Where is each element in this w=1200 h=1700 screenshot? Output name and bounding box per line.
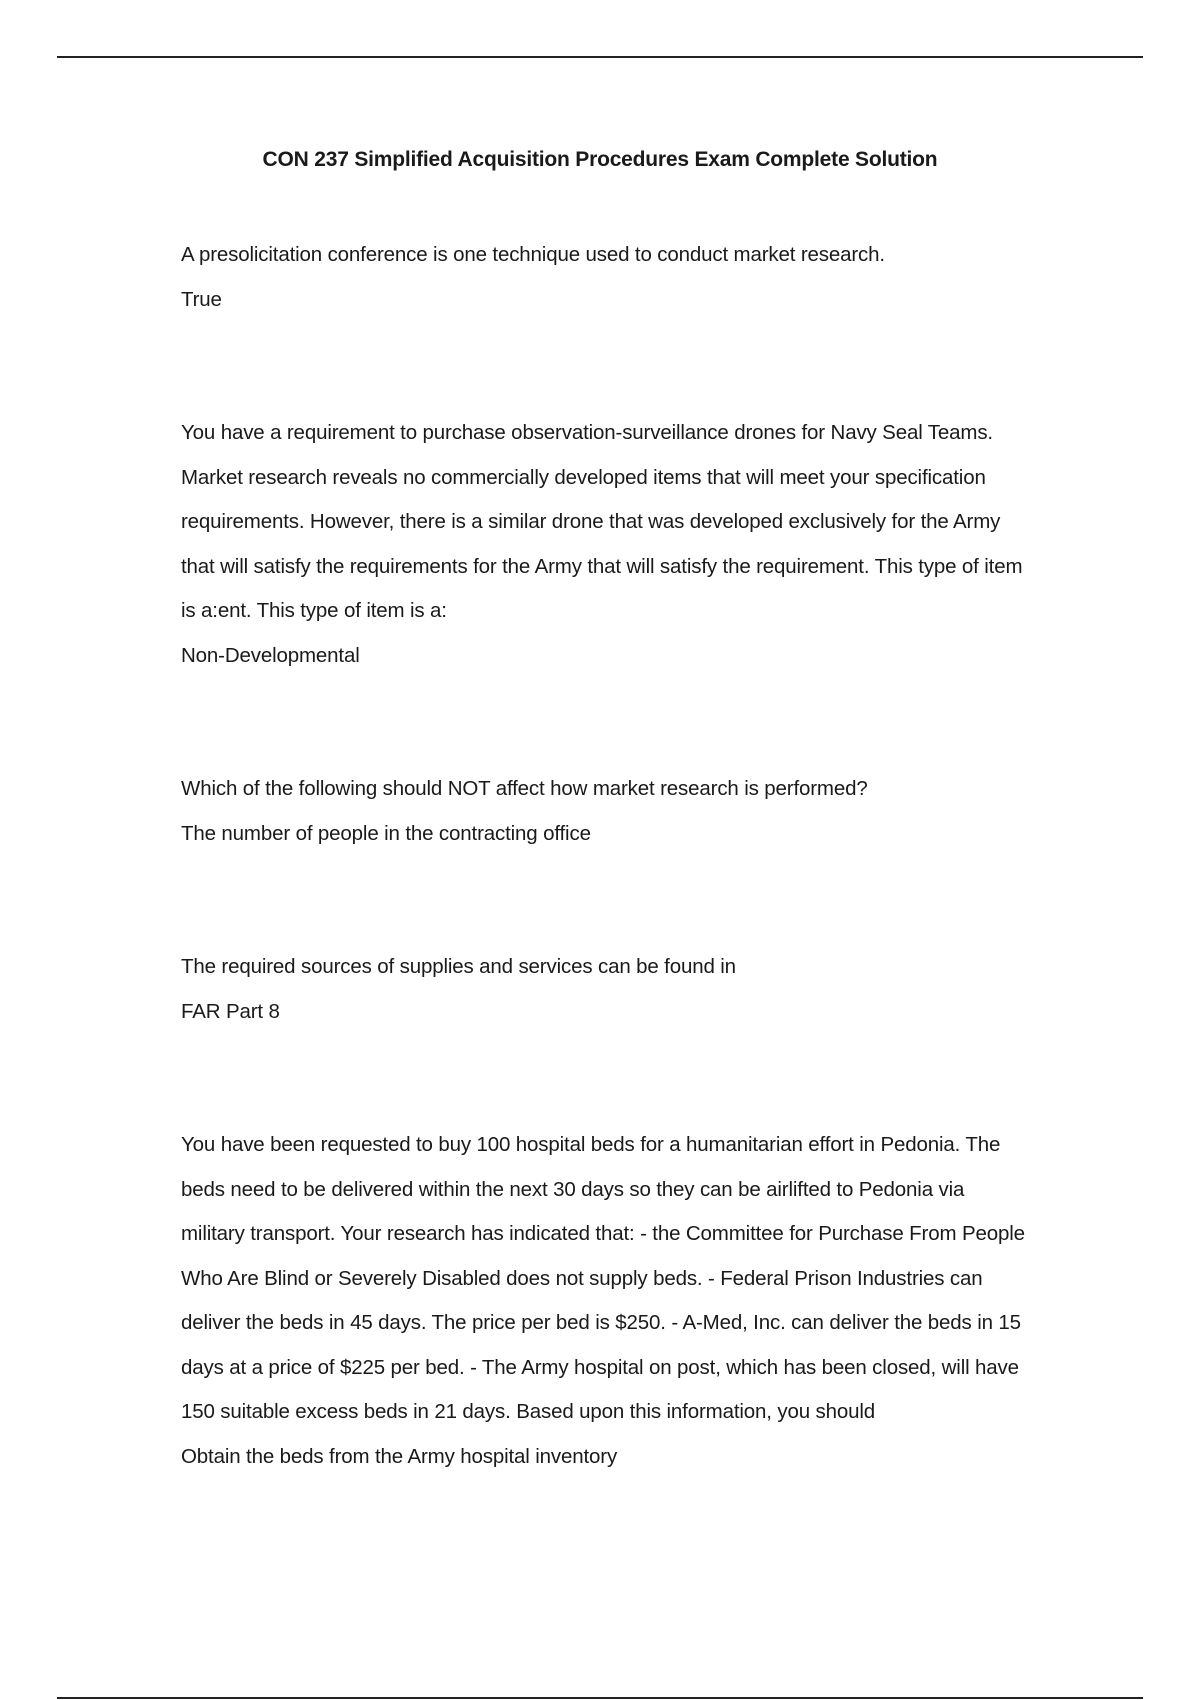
qa-item <box>181 767 1031 856</box>
qa-item <box>181 233 1031 322</box>
answer-text: Non-Developmental <box>181 643 360 667</box>
answer-text: Obtain the beds from the Army hospital inventory <box>181 1444 618 1468</box>
answer-text: True <box>181 287 222 311</box>
question-text: A presolicitation conference is one technique used to conduct market research. <box>181 243 885 266</box>
question-text: The required sources of supplies and services can be found in <box>181 955 736 978</box>
header-rule <box>57 56 1143 58</box>
question-text: Which of the following should NOT affect how market research is performed? <box>181 777 868 800</box>
question-text: You have been requested to buy 100 hospital beds for a humanitarian effort in Pedonia. The beds need to be delivered within the next 30 days so they can be airlifted to Pedonia via military transport. Your research has indicated that: - the Committee for Purchase From People Who Are Blind or Severely Disabled does not supply beds. - Federal Prison Industries can deliver the beds in 45 days. The price per bed is $250. - A-Med, Inc. can deliver the beds in 15 days at a price of $225 per bed. - The Army hospital on post, which has been closed, will have 150 suitable excess beds in 21 days. Based upon this information, you should <box>181 1133 1025 1423</box>
qa-item <box>181 945 1031 1034</box>
qa-item <box>181 411 1031 678</box>
qa-item <box>181 1123 1031 1479</box>
document-title: CON 237 Simplified Acquisition Procedures Exam Complete Solution <box>262 148 938 171</box>
qa-list <box>181 233 1031 1479</box>
footer-rule <box>57 1697 1143 1699</box>
question-text: You have a requirement to purchase observation-surveillance drones for Navy Seal Teams. Market research reveals no commercially developed items that will meet your specification requirements. However, there is a similar drone that was developed exclusively for the Army that will satisfy the requirements for the Army that will satisfy the requirement. This type of item is a:ent. This type of item is a: <box>181 421 1023 622</box>
answer-text: The number of people in the contracting office <box>181 821 591 845</box>
answer-text: FAR Part 8 <box>181 999 280 1023</box>
